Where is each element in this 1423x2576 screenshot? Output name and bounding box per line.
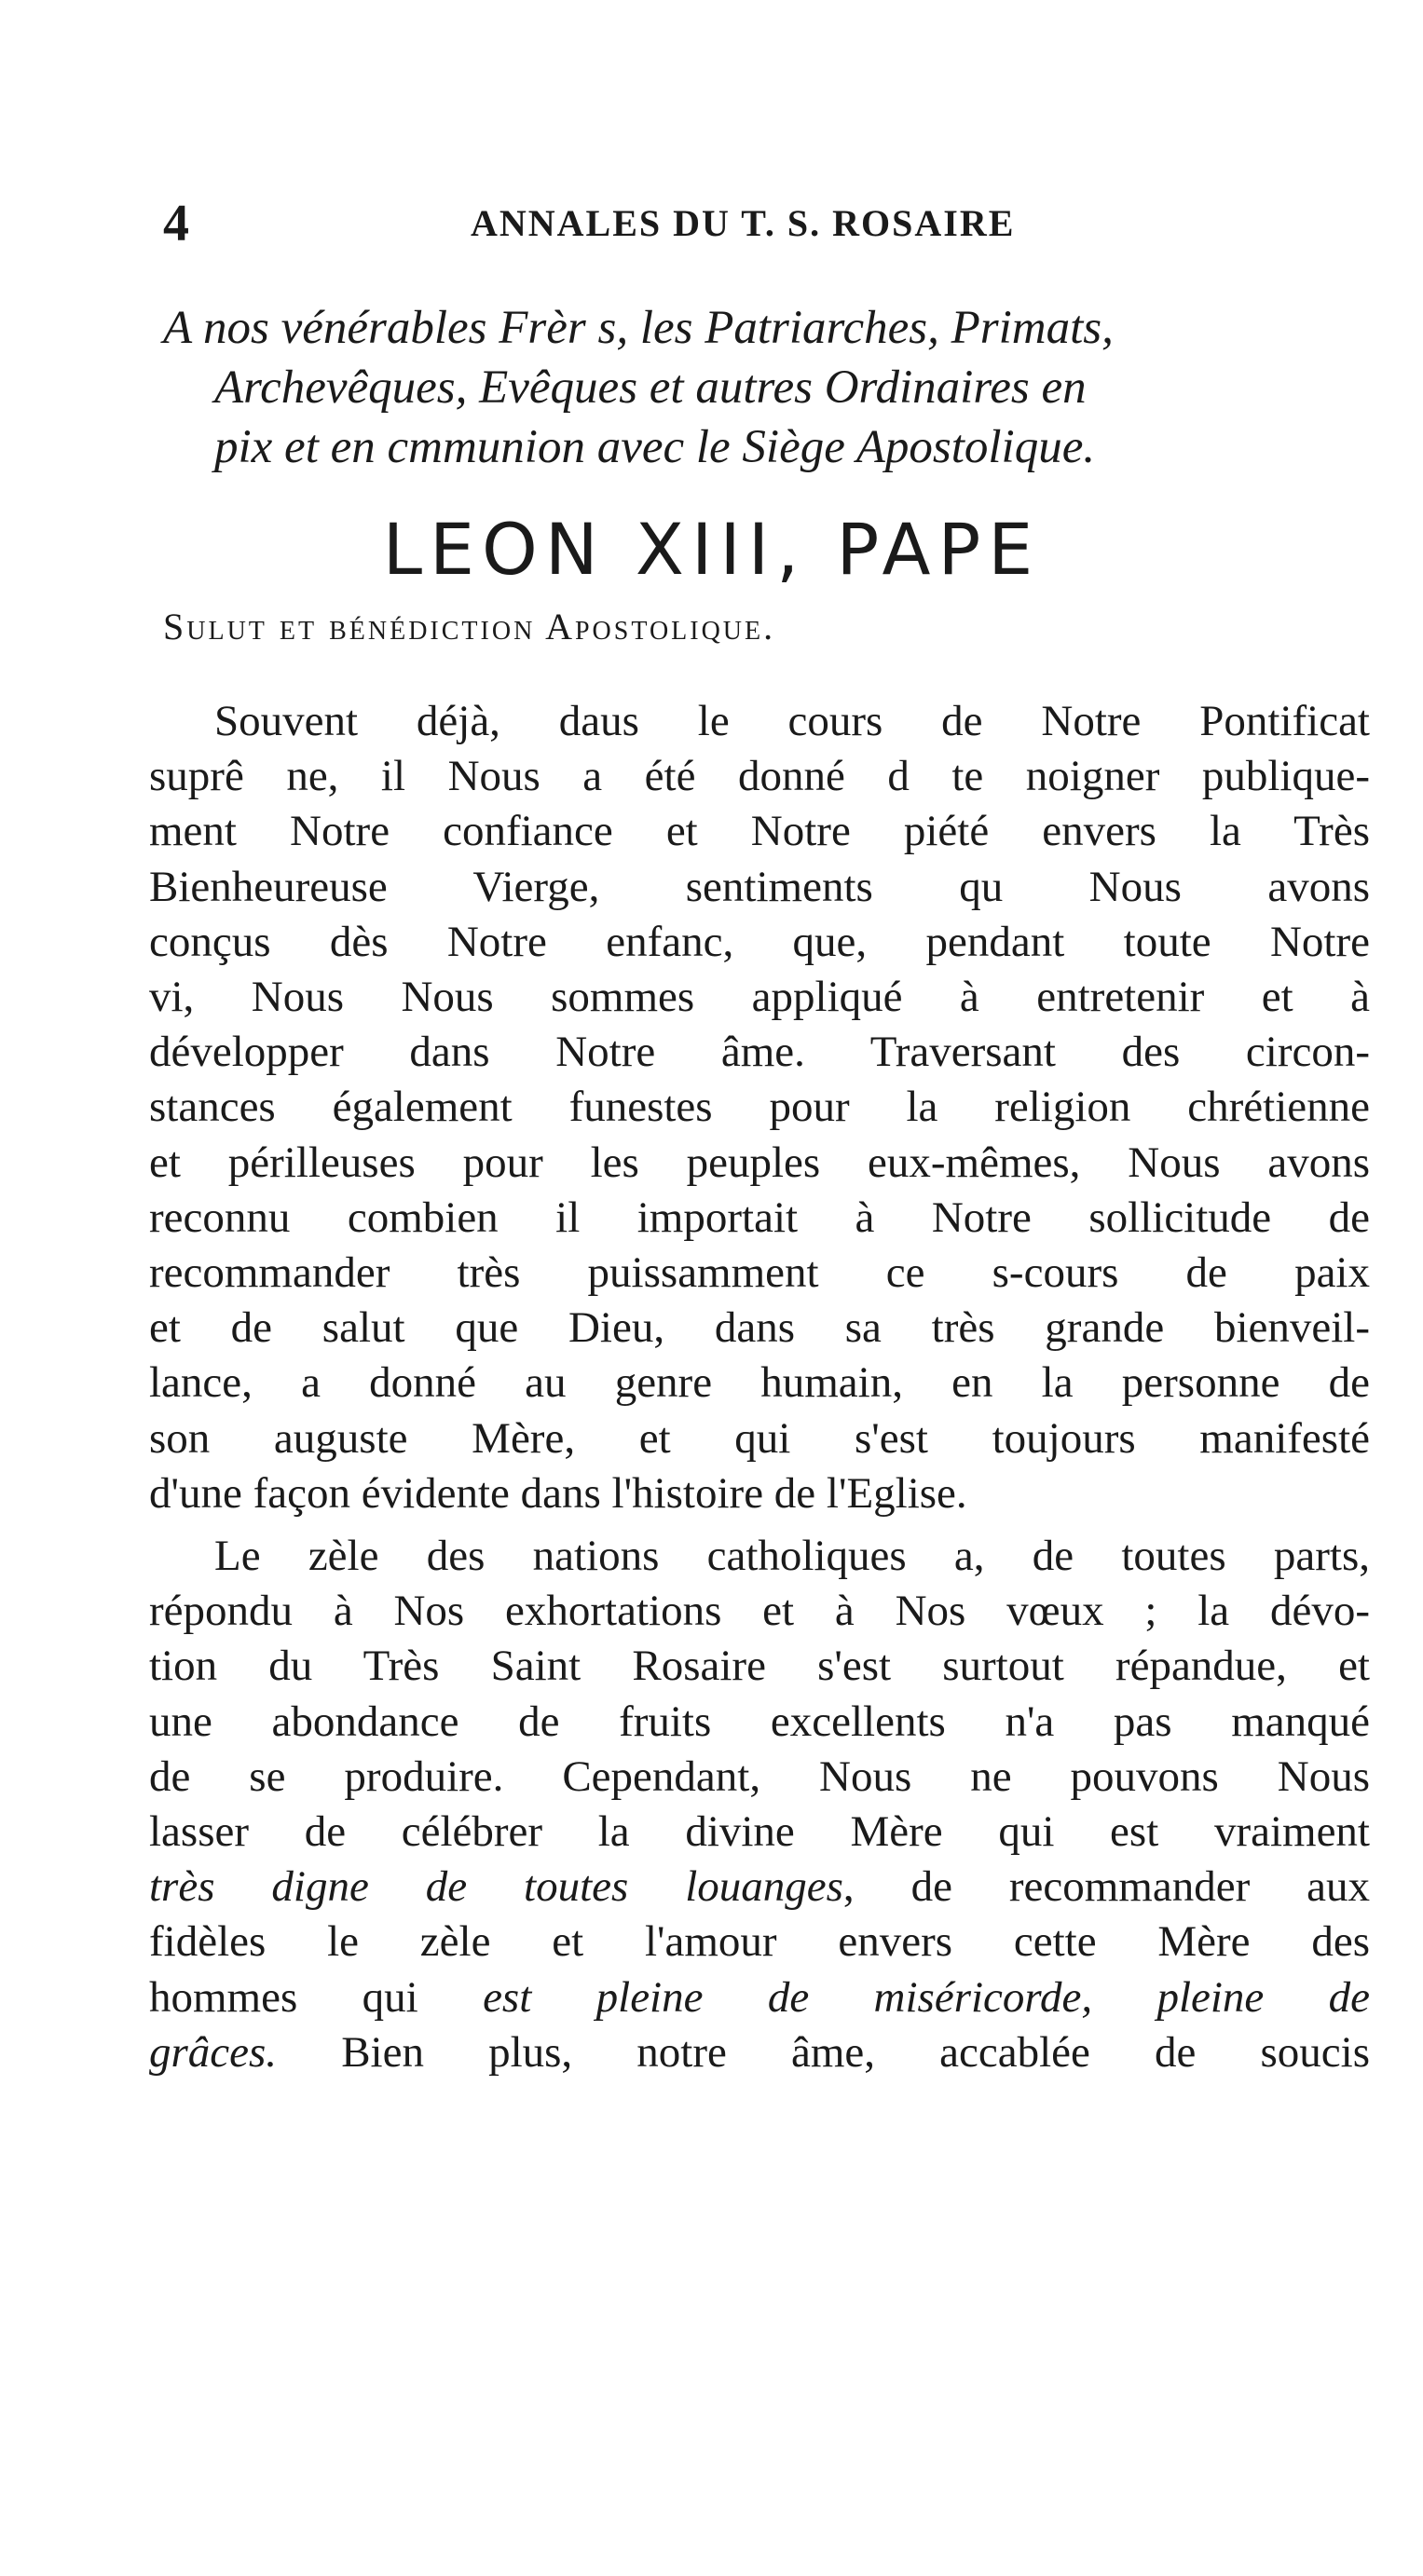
text-line: recommander très puissamment ce s-cours de paix: [149, 1248, 1370, 1298]
text-line: et périlleuses pour les peuples eux-mêmes, Nous avons: [149, 1138, 1370, 1187]
text-line: Le zèle des nations catholiques a, de toutes parts,: [214, 1532, 1370, 1581]
paragraph-gap: [149, 1521, 1370, 1529]
text-line: répondu à Nos exhortations et à Nos vœux ; la dévo-: [149, 1587, 1370, 1636]
text-line: suprê ne, il Nous a été donné d te noigner publique-: [149, 752, 1370, 801]
text-line: Bienheureuse Vierge, sentiments qu Nous avons: [149, 862, 1370, 911]
body-text: [149, 694, 1370, 2080]
text-line: reconnu combien il importait à Notre sollicitude de: [149, 1193, 1370, 1242]
text-line: lance, a donné au genre humain, en la personne de: [149, 1358, 1370, 1408]
italic-phrase: est pleine de miséricorde, pleine de: [483, 1972, 1371, 2022]
page-header: [163, 191, 1365, 256]
text-line: vi, Nous Nous sommes appliqué à entretenir et à: [149, 973, 1370, 1022]
text-line: et de salut que Dieu, dans sa très grande bienveil-: [149, 1303, 1370, 1353]
address-line: Archevêques, Evêques et autres Ordinaires en: [214, 361, 1087, 414]
text-line: [149, 2025, 1370, 2080]
text-line: une abondance de fruits excellents n'a pas manqué: [149, 1697, 1370, 1746]
text-line: fidèles le zèle et l'amour envers cette Mère des: [149, 1917, 1370, 1967]
address-line: A nos vénérables Frèr s, les Patriarches, Primats,: [163, 302, 1114, 354]
text-line: lasser de célébrer la divine Mère qui est vraiment: [149, 1807, 1370, 1857]
text-line: [149, 1860, 1370, 1915]
text-fragment: , de recommander aux: [842, 1862, 1370, 1912]
text-line: tion du Très Saint Rosaire s'est surtout répandue, et: [149, 1642, 1370, 1691]
text-line: conçus dès Notre enfanc, que, pendant toute Notre: [149, 917, 1370, 966]
address-block: [163, 298, 1365, 477]
italic-phrase: très digne de toutes louanges: [149, 1862, 843, 1912]
text-fragment: hommes qui: [149, 1972, 484, 2022]
text-line: ment Notre confiance et Notre piété envers la Très: [149, 807, 1370, 856]
text-line: d'une façon évidente dans l'histoire de l'Eglise.: [149, 1468, 967, 1518]
text-line: stances également funestes pour la religion chrétienne: [149, 1083, 1370, 1132]
page-number: 4: [163, 195, 189, 252]
text-line: son auguste Mère, et qui s'est toujours manifesté: [149, 1413, 1370, 1463]
address-line: pix et en cmmunion avec le Siège Apostolique.: [214, 421, 1096, 473]
pope-title: LEON XIII, PAPE: [382, 508, 1041, 591]
italic-phrase: grâces.: [149, 2027, 278, 2077]
text-line: [149, 1970, 1370, 2025]
greeting: Sulut et bénédiction Apostolique.: [163, 606, 776, 647]
running-title: ANNALES DU T. S. ROSAIRE: [471, 202, 1016, 244]
text-fragment: Bien plus, notre âme, accablée de soucis: [277, 2027, 1370, 2077]
text-line: développer dans Notre âme. Traversant des circon-: [149, 1028, 1370, 1077]
text-line: de se produire. Cependant, Nous ne pouvons Nous: [149, 1751, 1370, 1801]
text-line: Souvent déjà, daus le cours de Notre Pontificat: [214, 697, 1370, 745]
